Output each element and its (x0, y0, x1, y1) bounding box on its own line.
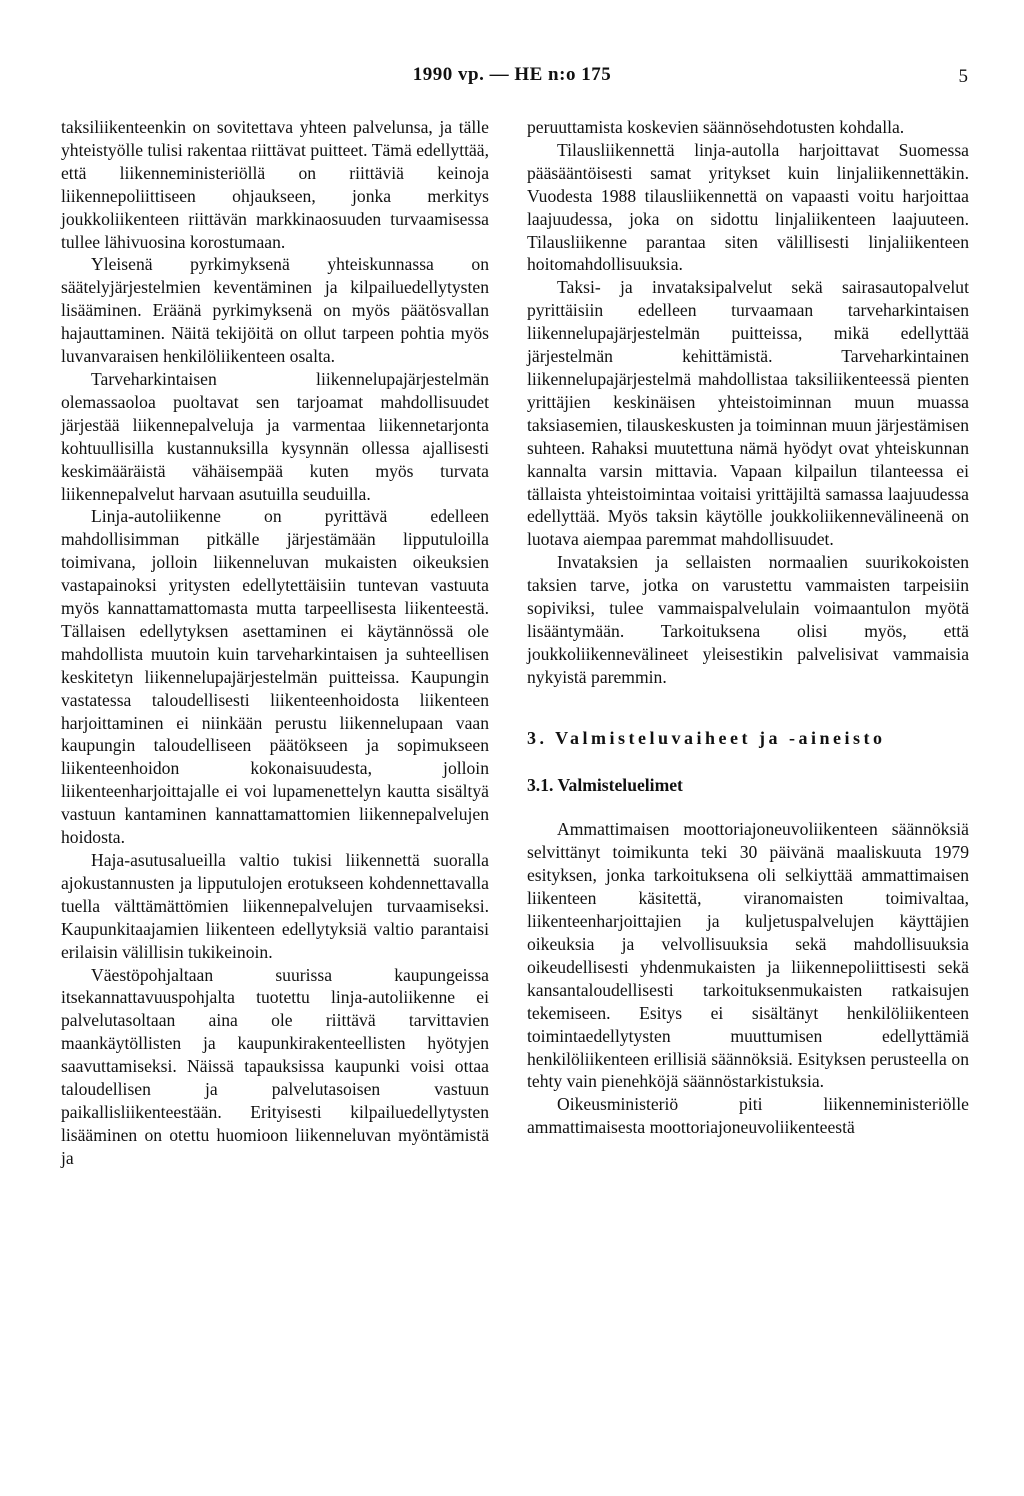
paragraph: Tarveharkintaisen liikennelupajärjestelmän olemassaoloa puoltavat sen tarjoamat mahdollisuudet järjestää liikennepalveluja ja varmentaa liikennetarjonta kohtuullisilla kustannuksilla kysynnän ollessa ajallisesti keskimääräistä vähäisempää kuten myös turvata liikennepalvelut harvaan asutuilla seuduilla. (61, 368, 489, 504)
section-heading: 3. Valmisteluvaiheet ja -aineisto (527, 727, 886, 748)
paragraph: peruuttamista koskevien säännösehdotusten kohdalla. (527, 117, 905, 137)
right-column (527, 116, 969, 1139)
paragraph: Linja-autoliikenne on pyrittävä edelleen mahdollisimman pitkälle järjestämään lipputuloilla toimivana, jolloin liikenneluvan mukaisten oikeuksien vastapainoksi yritysten edellytettäisiin tuntevan vastuuta myös kannattamattomasta mutta tarpeellisesta liikenteestä. Tällaisen edellytyksen asettaminen ei käytännössä ole mahdollista muutoin kuin tarveharkintaisen ja suhteellisen keskitetyn liikennelupajärjestelmän puitteissa. Kaupungin vastatessa taloudellisesti liikenteenhoidosta liikenteen harjoittaminen ei niinkään perustu liikennelupaan vaan kaupungin taloudelliseen päätökseen ja sopimukseen liikenteenhoidon kokonaisuudesta, jolloin liikenteenharjoittajalle ei voi lupamenettelyn kautta sisältyä vastuun kantaminen kannattamattomien liikennepalvelujen hoidosta. (61, 506, 489, 848)
subsection-heading: 3.1. Valmisteluelimet (527, 774, 683, 795)
paragraph: Haja-asutusalueilla valtio tukisi liikennettä suoralla ajokustannusten ja lipputulojen erotukseen kohdennettavalla tuella välttämättömien liikennepalvelujen turvaamiseksi. Kaupunkitaajamien liikenteen edellytyksiä valtio parantaisi erilaisin välillisin tukikeinoin. (61, 850, 489, 962)
page-header (0, 64, 1024, 94)
paragraph: Tilausliikennettä linja-autolla harjoittavat Suomessa pääsääntöisesti samat yritykset kuin linjaliikennettäkin. Vuodesta 1988 tilausliikennettä on vapaasti voitu harjoittaa laajuudessa, joka on sidottu linjaliikenteen laajuuteen. Tilausliikenne parantaa siten välillisesti linjaliikenteen hoitomahdollisuuksia. (527, 139, 969, 275)
left-column (61, 116, 489, 1170)
paragraph: taksiliikenteenkin on sovitettava yhteen palvelunsa, ja tälle yhteistyölle tulisi rakentaa riittävat puitteet. Tämä edellyttää, että liikenneministeriöllä on riittäviä keinoja liikennepoliittiseen ohjaukseen, jonka merkitys joukkoliikenteen riittävän markkinaosuuden turvaamisessa tullee lähivuosina korostumaan. (61, 117, 489, 252)
paragraph: Ammattimaisen moottoriajoneuvoliikenteen säännöksiä selvittänyt toimikunta teki 30 päivänä maaliskuuta 1979 esityksen, jonka tarkoituksena oli selkiyttää ammattimaisen liikenteen käsitettä, viranomaisten toimivaltaa, liikenteenharjoittajien ja kuljetuspalvelujen käyttäjien oikeuksia ja velvollisuuksia sekä mahdollisuuksia oikeudellisesti yhdenmukaisten ja liikennepoliittisesti sekä kansantaloudellisesti tarkoituksenmukaisten ratkaisujen tekemiseen. Esitys ei sisältänyt henkilöliikenteen toimintaedellytysten muuttumisen edellyttämiä henkilöliikenteen erillisiä säännöksiä. Esityksen perusteella on tehty vain pienehköjä säännöstarkistuksia. (527, 819, 969, 1092)
document-reference: 1990 vp. — HE n:o 175 (412, 64, 612, 85)
paragraph: Invataksien ja sellaisten normaalien suurikokoisten taksien tarve, jotka on varustettu vammaisten tarpeisiin sopiviksi, tulee vammaispalvelulain voimaantulon myötä lisääntymään. Tarkoituksena olisi myös, että joukkoliikennevälineet yleisestikin palvelisivat vammaisia nykyistä paremmin. (527, 552, 969, 687)
page-number: 5 (958, 66, 968, 87)
paragraph: Oikeusministeriö piti liikenneministeriölle ammattimaisesta moottoriajoneuvoliikenteestä (527, 1094, 969, 1138)
paragraph: Taksi- ja invataksipalvelut sekä sairasautopalvelut pyrittäisiin edelleen turvaamaan tarveharkintaisen liikennelupajärjestelmän puitteissa, mikä edellyttää järjestelmän kehittämistä. Tarveharkintainen liikennelupajärjestelmä mahdollistaa taksiliikenteessä pienten yrittäjien keskinäisen yhteistoiminnan muun muassa taksiasemien, tilauskeskusten ja toiminnan muun järjestämisen suhteen. Rahaksi muutettuna nämä hyödyt ovat yhteiskunnan kannalta varsin mittavia. Vapaan kilpailun tilanteessa ei tällaista yhteistoimintaa voitaisi yrittäjiltä samassa laajuudessa edellyttää. Myös taksin käytölle joukkoliikennevälineenä on luotava aiempaa paremmat mahdollisuudet. (527, 277, 969, 550)
paragraph: Väestöpohjaltaan suurissa kaupungeissa itsekannattavuuspohjalta tuotettu linja-autoliikenne ei palvelutasoltaan aina ole riittävä tarvittavien maankäytöllisten ja kaupunkirakenteellisten hyötyjen saavuttamiseksi. Näissä tapauksissa kaupunki voisi ottaa taloudellisen ja palvelutasoisen vastuun paikallisliikenteestään. Erityisesti kilpailuedellytysten lisääminen on otettu huomioon liikenneluvan myöntämistä ja (61, 964, 489, 1168)
paragraph: Yleisenä pyrkimyksenä yhteiskunnassa on säätelyjärjestelmien keventäminen ja kilpailuedellytysten lisääminen. Eräänä pyrkimyksenä on myös päätösvallan hajauttaminen. Näitä tekijöitä on ollut tarpeen pohtia myös luvanvaraisen henkilöliikenteen osalta. (61, 254, 489, 367)
